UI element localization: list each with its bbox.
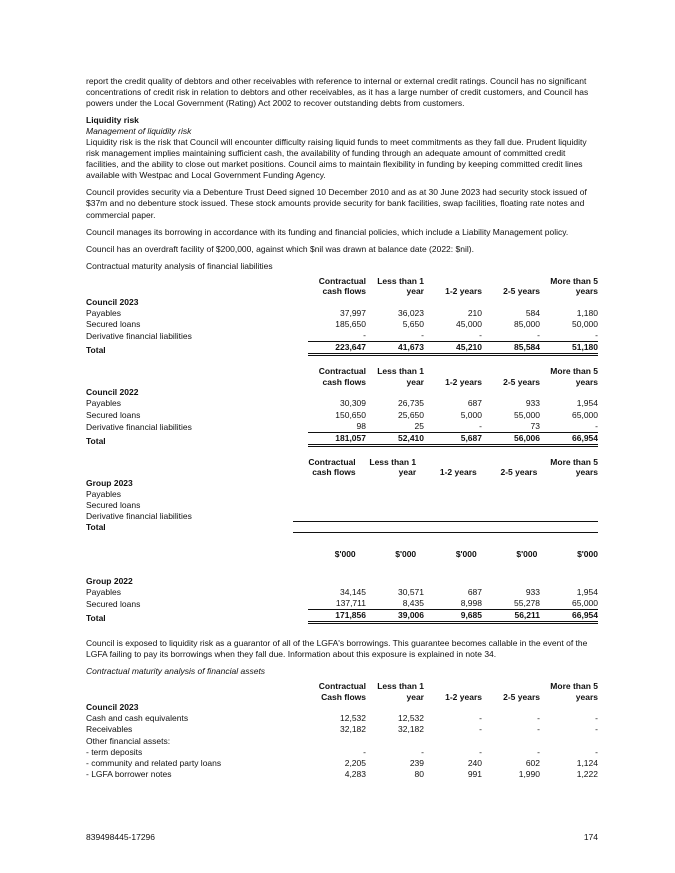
total-row: Total 171,856 39,006 9,685 56,211 66,954 <box>86 609 598 623</box>
table-row: Payables 30,309 26,735 687 933 1,954 <box>86 398 598 409</box>
col-header-less-than-1: Less than 1 year <box>369 456 417 478</box>
liquidity-paragraph-1: Liquidity risk is the risk that Council will encounter difficulty raising liquid funds to meet commitments as they fall due. Prudent liquidity risk management implies maintaining sufficient cash, the availability of funding through an adequate amount of committed credit facilities, and the ability to close out market positions. Council aims to maintain flexibility in funding by keeping committed credit lines available with Westpac and Local Government Funding Agency. <box>86 137 587 181</box>
page-number: 174 <box>583 832 598 842</box>
table-row: Secured loans 185,650 5,650 45,000 85,000 50,000 <box>86 319 598 330</box>
table-header-row <box>86 681 598 702</box>
col-header-more-than-5: More than 5 years <box>550 681 598 702</box>
col-header-less-than-1: Less than 1 year <box>377 681 424 702</box>
col-header-more-than-5: More than 5 years <box>550 275 598 297</box>
section-title: Council 2022 <box>86 387 139 398</box>
council-2022-table <box>86 366 598 446</box>
col-header-1-2: 1-2 years <box>439 467 477 478</box>
council-2023-table <box>86 276 598 356</box>
page-footer <box>86 832 598 843</box>
table-row: Secured loans 137,711 8,435 8,998 55,278 65,000 <box>86 597 598 609</box>
col-header-less-than-1: Less than 1 year <box>377 366 424 387</box>
liquidity-heading: Liquidity risk <box>86 115 139 126</box>
col-header-contractual: Contractual cash flows <box>318 275 366 297</box>
col-header-1-2: 1-2 years <box>445 376 482 387</box>
intro-paragraph: report the credit quality of debtors and other receivables with reference to internal or external credit ratings. Council has no significant concentrations of credit risk in relation to debtors and other receivables, as it has a large number of credit customers, and Council has powers under the Local Government (Rating) Act 2002 to recover outstanding debts from customers. <box>86 76 589 109</box>
total-row: Total 223,647 41,673 45,210 85,584 51,180 <box>86 342 598 356</box>
document-id: 839498445-17296 <box>86 832 156 842</box>
col-header-more-than-5: More than 5 years <box>550 456 598 478</box>
table-header-row <box>86 366 598 387</box>
col-header-contractual: Contractual cash flows <box>308 456 356 478</box>
col-header-1-2: 1-2 years <box>445 286 482 297</box>
total-row: Total 181,057 52,410 5,687 56,006 66,954 <box>86 432 598 446</box>
group-2022-table <box>86 576 598 624</box>
col-header-contractual: Contractual cash flows <box>318 366 366 387</box>
section-title: Council 2023 <box>86 702 139 713</box>
table-header-row <box>86 276 598 297</box>
col-header-contractual: Contractual Cash flows <box>318 681 366 702</box>
table-row: Derivative financial liabilities - - - - - <box>86 330 598 342</box>
table-row: Derivative financial liabilities 98 25 - 73 - <box>86 420 598 432</box>
table-row: Other financial assets: <box>86 735 171 746</box>
units-row: $'000 $'000 $'000 $'000 $'000 <box>334 549 598 560</box>
section-title: Council 2023 <box>86 296 139 307</box>
table-header-row <box>86 457 598 478</box>
col-header-more-than-5: More than 5 years <box>550 366 598 387</box>
liabilities-table-title: Contractual maturity analysis of financial liabilities <box>86 260 273 271</box>
table-row: Receivables 32,182 32,182 - - - <box>86 724 598 735</box>
table-row: Secured loans 150,650 25,650 5,000 55,000 65,000 <box>86 409 598 420</box>
col-header-2-5: 2-5 years <box>503 286 540 297</box>
col-header-2-5: 2-5 years <box>503 376 540 387</box>
table-row: Secured loans <box>86 500 141 511</box>
col-header-2-5: 2-5 years <box>503 691 540 702</box>
financial-assets-table <box>86 681 598 780</box>
liquidity-paragraph-2: Council provides security via a Debenture Trust Deed signed 10 December 2010 and as at 30 June 2023 had security stock issued of $37m and no debenture stock issued. These stock amounts provide security for bank facilities, swap facilities, floating rate notes and commercial paper. <box>86 187 587 220</box>
assets-table-title: Contractual maturity analysis of financial assets <box>86 666 266 677</box>
table-row: - community and related party loans 2,205 239 240 602 1,124 <box>86 757 598 768</box>
table-row: Payables 37,997 36,023 210 584 1,180 <box>86 308 598 318</box>
liquidity-subheading: Management of liquidity risk <box>86 126 192 137</box>
section-title: Group 2023 <box>86 477 133 488</box>
table-row: - term deposits - - - - - <box>86 746 598 757</box>
total-row: Total <box>86 522 598 533</box>
col-header-less-than-1: Less than 1 year <box>377 275 424 297</box>
section-title: Group 2022 <box>86 575 133 586</box>
col-header-2-5: 2-5 years <box>500 467 538 478</box>
col-header-1-2: 1-2 years <box>445 691 482 702</box>
table-row: Cash and cash equivalents 12,532 12,532 - - - <box>86 713 598 724</box>
document-page <box>86 76 598 780</box>
table-row: Payables <box>86 488 121 499</box>
table-row: - LGFA borrower notes 4,283 80 991 1,990 1,222 <box>86 768 598 779</box>
liquidity-paragraph-3: Council manages its borrowing in accordance with its funding and financial policies, which include a Liability Management policy. <box>86 226 569 237</box>
lgfa-guarantee-paragraph: Council is exposed to liquidity risk as a guarantor of all of the LGFA's borrowings. This guarantee becomes callable in the event of the LGFA failing to pay its borrowings when they fall due. Information about this exposure is explained in note 34. <box>86 637 588 660</box>
liquidity-paragraph-4: Council has an overdraft facility of $200,000, against which $nil was drawn at balance date (2022: $nil). <box>86 243 474 254</box>
group-2023-table <box>86 457 598 560</box>
table-row: Payables 34,145 30,571 687 933 1,954 <box>86 586 598 597</box>
table-row: Derivative financial liabilities <box>86 511 598 522</box>
